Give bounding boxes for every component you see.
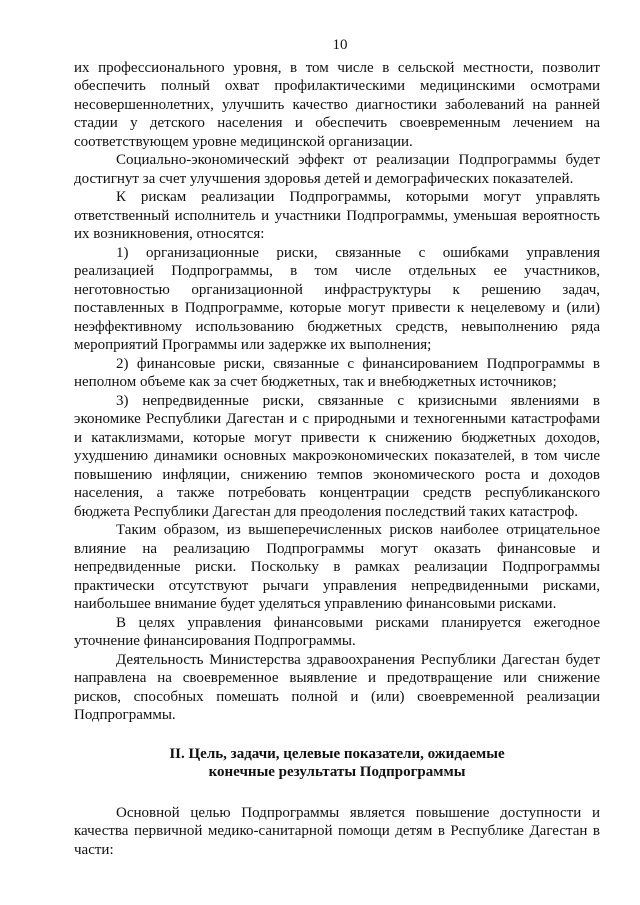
section-heading-line-1: II. Цель, задачи, целевые показатели, ожидаемые xyxy=(169,745,505,762)
spacer xyxy=(74,782,600,804)
page-number: 10 xyxy=(332,37,348,53)
paragraph-financial-management: В целях управления финансовыми рисками планируется ежегодное уточнение финансирования Подпрограммы. xyxy=(74,614,600,649)
paragraph-risk-conclusion: Таким образом, из вышеперечисленных рисков наиболее отрицательное влияние на реализацию Подпрограммы могут оказать финансовые и непредвиденные риски. Поскольку в рамках реализации Подпрограммы практически отсутствуют рычаги управления непредвиденными рисками, наибольшее внимание будет уделяться управлению финансовыми рисками. xyxy=(74,522,600,612)
paragraph-socioeconomic-effect: Социально-экономический эффект от реализации Подпрограммы будет достигнут за счет улучшения здоровья детей и демографических показателей. xyxy=(74,152,600,187)
paragraph-risks-intro: К рискам реализации Подпрограммы, которыми могут управлять ответственный исполнитель и участники Подпрограммы, уменьшая вероятность их возникновения, относятся: xyxy=(74,189,600,242)
body-text-bottom xyxy=(74,804,600,860)
paragraph-ministry-activity: Деятельность Министерства здравоохранения Республики Дагестан будет направлена на своевременное выявление и предотвращение или снижение рисков, способных помешать полной и (или) своевременной реализации Подпрограммы. xyxy=(74,651,600,723)
paragraph-main-goal: Основной целью Подпрограммы является повышение доступности и качества первичной медико-санитарной помощи детям в Республике Дагестан в части: xyxy=(74,804,600,858)
section-heading xyxy=(74,745,600,782)
paragraph-risk-organizational: 1) организационные риски, связанные с ошибками управления реализацией Подпрограммы, в том числе отдельных ее участников, неготовностью организационной инфраструктуры к решению задач, поставленных в Подпрограмме, которые могут привести к нецелевому и (или) неэффективному использованию бюджетных средств, невыполнению ряда мероприятий Программы или задержке их выполнения; xyxy=(74,244,600,353)
body-text-top xyxy=(74,59,600,725)
section-heading-line-2: конечные результаты Подпрограммы xyxy=(208,764,466,780)
paragraph-continuation: их профессионального уровня, в том числе в сельской местности, позволит обеспечить полный охват профилактическими медицинскими осмотрами несовершеннолетних, улучшить качество диагностики заболеваний на ранней стадии у детского населения и обеспечить своевременным лечением на соответствующем уровне медицинской организации. xyxy=(74,59,600,150)
paragraph-risk-financial: 2) финансовые риски, связанные с финансированием Подпрограммы в неполном объеме как за счет бюджетных, так и внебюджетных источников; xyxy=(74,355,600,390)
paragraph-risk-unforeseen: 3) непредвиденные риски, связанные с кризисными явлениями в экономике Республики Дагестан и с природными и техногенными катастрофами и катаклизмами, которые могут привести к снижению бюджетных доходов, ухудшению динамики основных макроэкономических показателей, в том числе повышению инфляции, снижению темпов экономического роста и доходов населения, а также потребовать концентрации средств республиканского бюджета Республики Дагестан для преодоления последствий таких катастроф. xyxy=(74,392,600,520)
